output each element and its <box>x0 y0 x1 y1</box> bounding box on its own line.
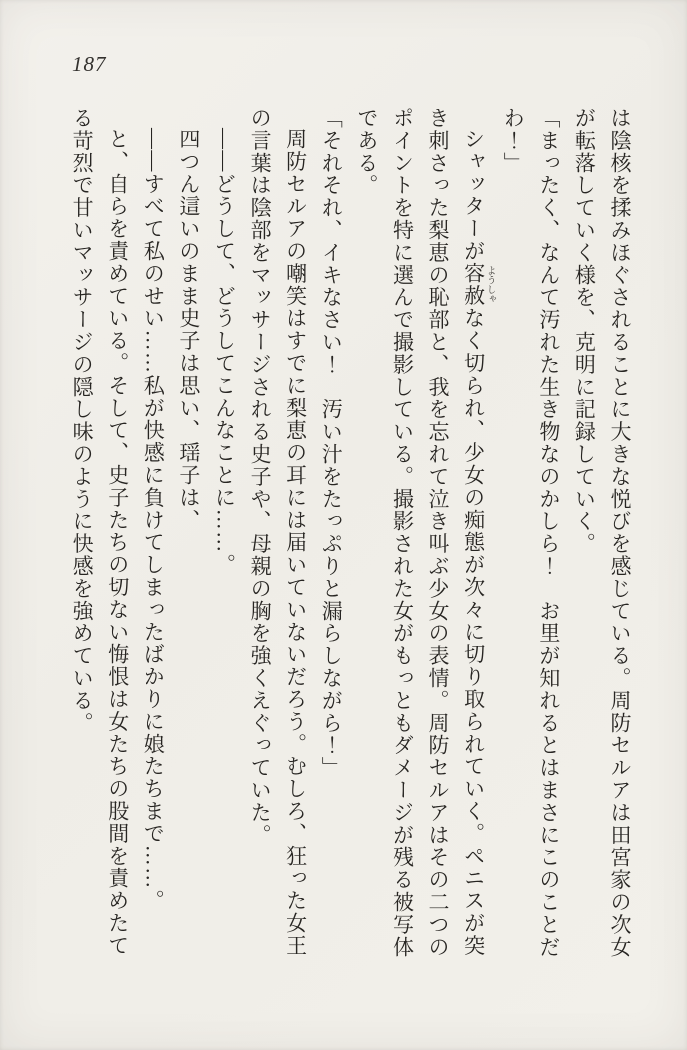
ruby-annotated-word: 容赦 ようしゃ <box>461 262 495 308</box>
paragraph: 周防セルアの嘲笑はすでに梨恵の耳には届いていないだろう。むしろ、狂った女王の言葉は陰部をマッサージされる史子や、母親の胸を強くえぐっていた。 <box>248 107 308 957</box>
page-text <box>64 107 638 965</box>
paragraph: 「まったく、なんて汚れた生き物なのかしら！ お里が知れるとはまさにこのことだわ！」 <box>501 107 561 959</box>
paragraph: シャッターが容赦 ようしゃなく切られ、少女の痴態が次々に切り取られていく。ペニスが突き刺さった梨恵の恥部と、我を忘れて泣き叫ぶ少女の表情。周防セルアはその二つのポイントを特に選んで撮影している。撮影された女がもっともダメージが残る被写体である。 <box>354 107 495 959</box>
paragraph: ――すべて私のせい……私が快感に負けてしまったばかりに娘たちまで……。 <box>141 128 166 912</box>
paragraph: は陰核を揉みほぐされることに大きな悦びを感じている。周防セルアは田宮家の次女が転落していく様を、克明に記録していく。 <box>572 107 632 959</box>
paragraph: 「それそれ、イキなさい！ 汚い汁をたっぷりと漏らしながら！」 <box>319 107 344 779</box>
page-number: 187 <box>72 52 107 76</box>
paragraph: 四つん這いのまま史子は思い、瑶子は、 <box>176 128 201 532</box>
paragraph: と、自らを責めている。そして、史子たちの切ない悔恨は女たちの股間を責めたてる苛烈で甘いマッサージの隠し味のように快感を強めている。 <box>70 107 130 957</box>
paragraph: ――どうして、どうしてこんなことに……。 <box>212 128 237 576</box>
